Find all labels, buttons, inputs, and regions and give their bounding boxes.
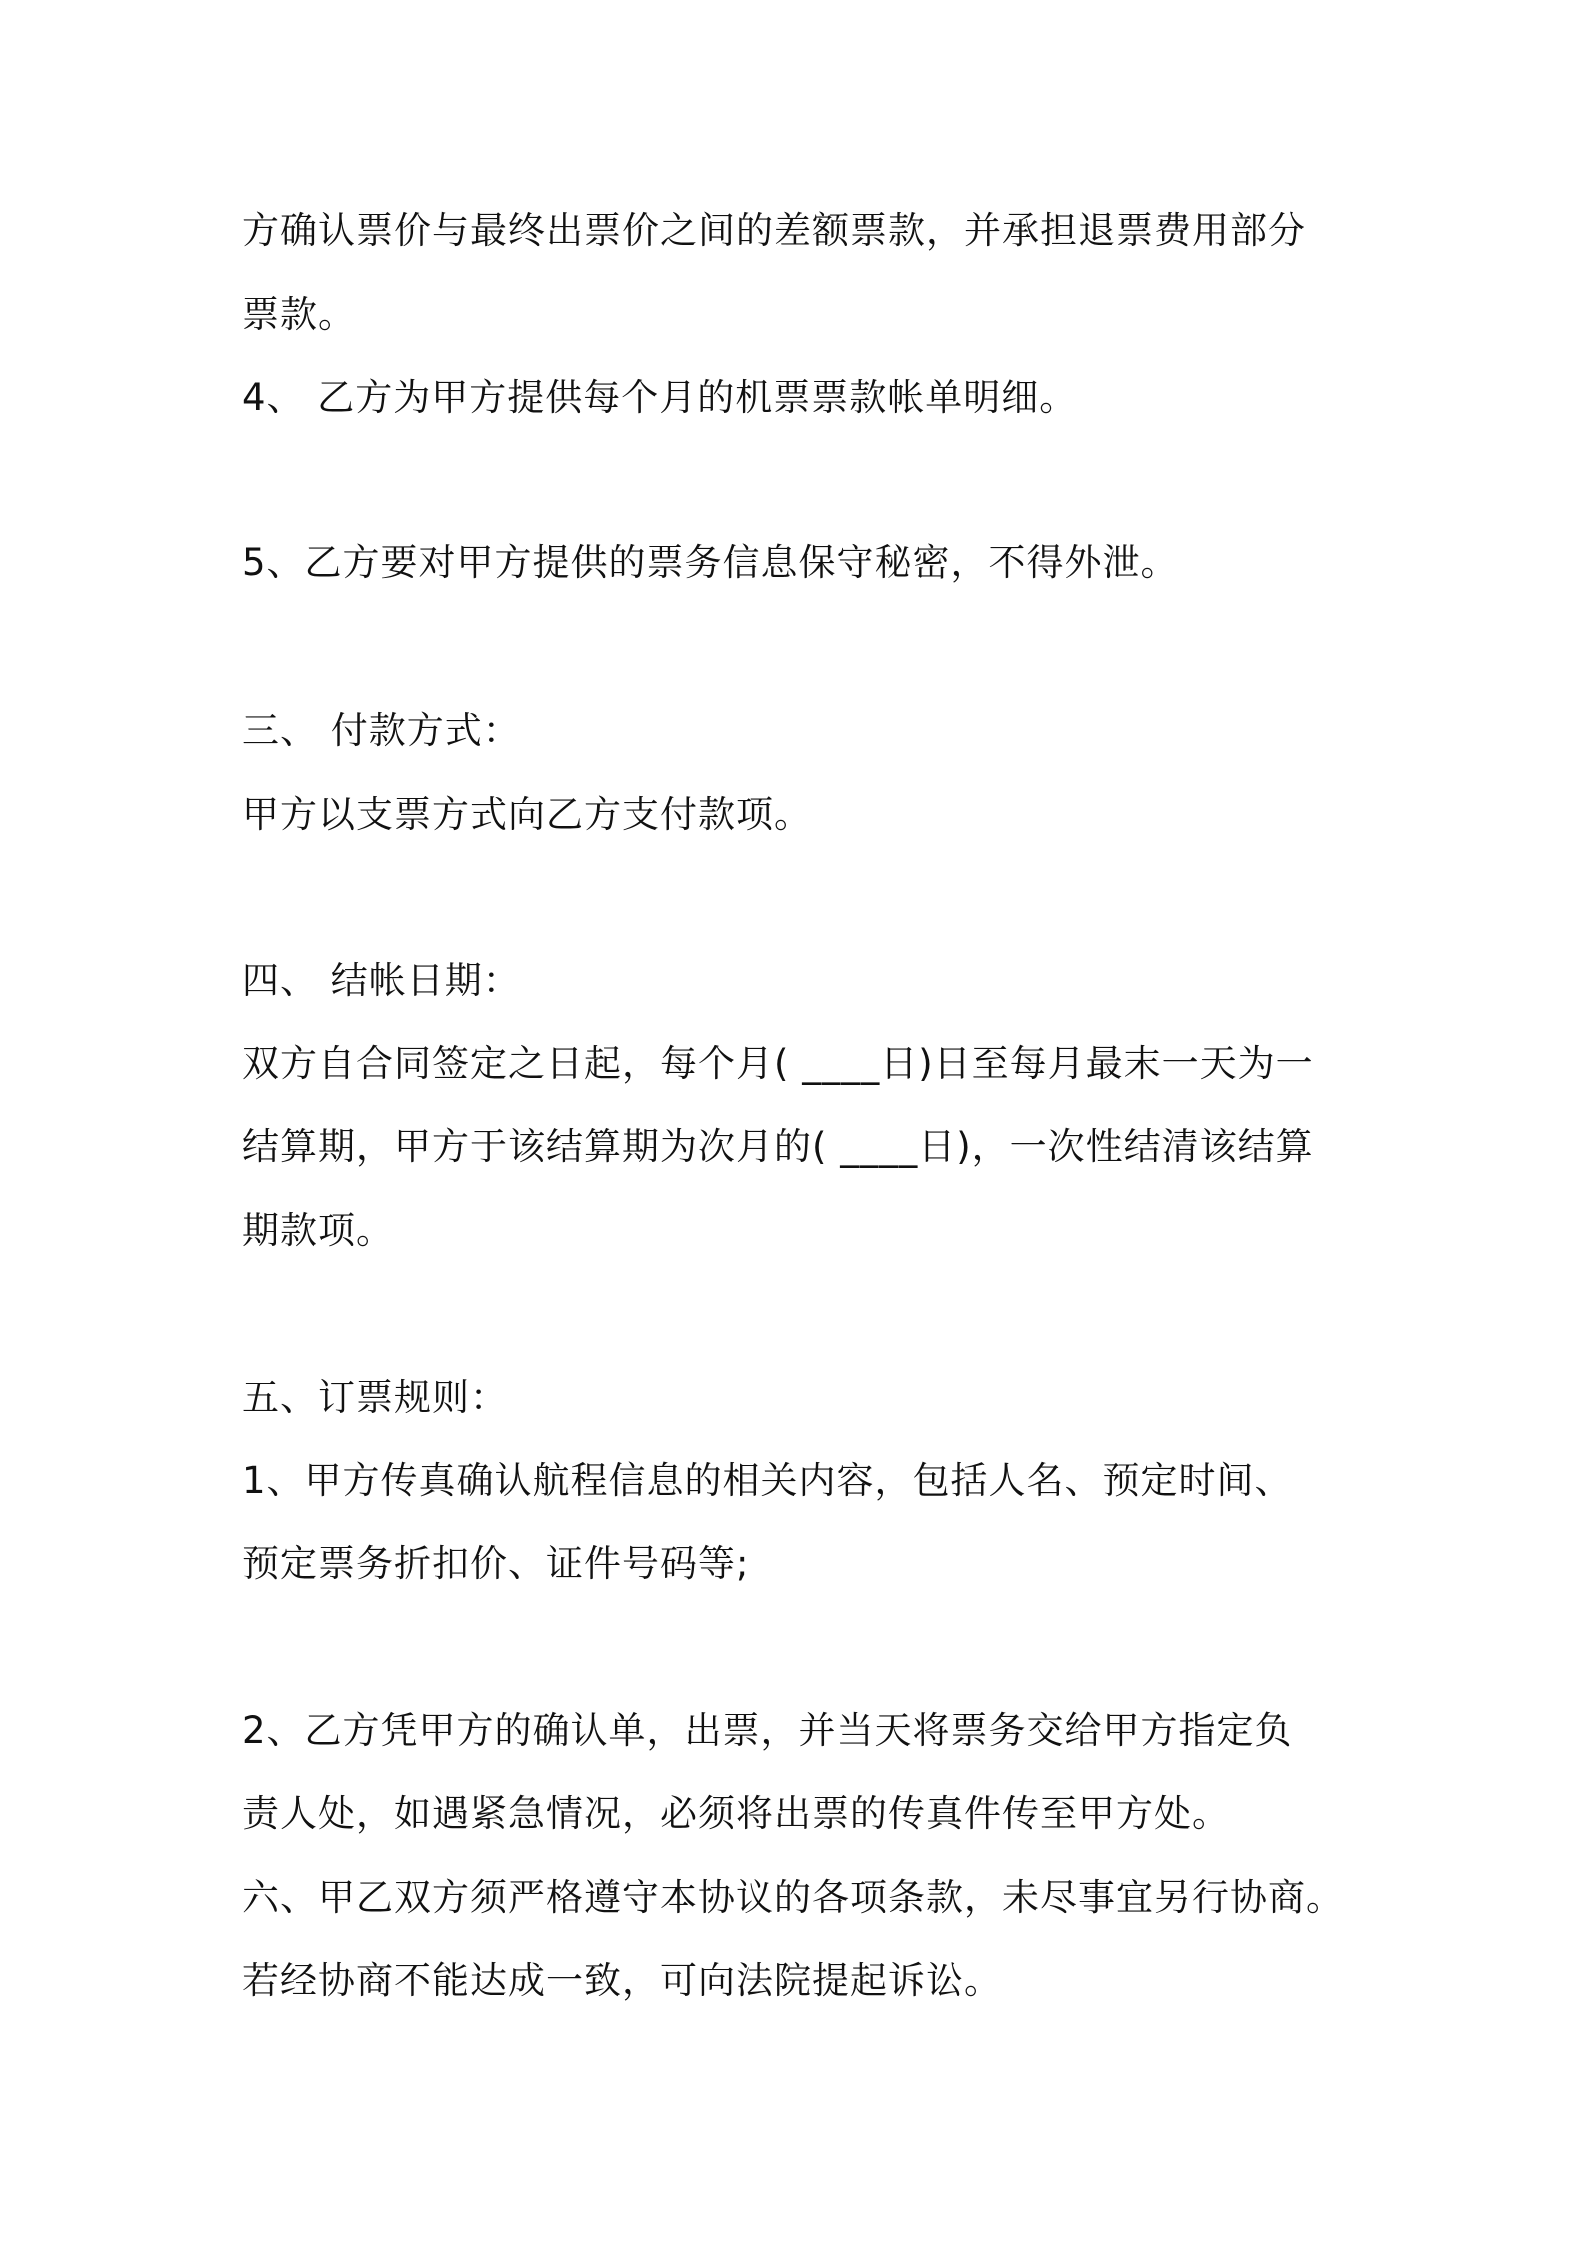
list-item-2: 2、乙方凭甲方的确认单，出票，并当天将票务交给甲方指定负	[242, 1709, 1293, 1752]
paragraph-line: 期款项。	[242, 1209, 394, 1252]
section-heading-settlement: 四、 结帐日期：	[242, 959, 521, 1002]
paragraph-line: 预定票务折扣价、证件号码等;	[242, 1542, 750, 1585]
section-heading-payment: 三、 付款方式：	[242, 709, 521, 752]
list-item-4: 4、 乙方为甲方提供每个月的机票票款帐单明细。	[242, 376, 1078, 419]
paragraph-line: 结算期，甲方于该结算期为次月的( ____日)，一次性结清该结算	[242, 1125, 1314, 1168]
paragraph-line: 责人处，如遇紧急情况，必须将出票的传真件传至甲方处。	[242, 1792, 1230, 1835]
section-heading-terms: 六、甲乙双方须严格遵守本协议的各项条款，未尽事宜另行协商。	[242, 1876, 1344, 1919]
paragraph-line: 双方自合同签定之日起，每个月( ____日)日至每月最末一天为一	[242, 1042, 1314, 1085]
paragraph-line: 方确认票价与最终出票价之间的差额票款，并承担退票费用部分	[242, 209, 1306, 252]
paragraph-line: 若经协商不能达成一致，可向法院提起诉讼。	[242, 1959, 1002, 2002]
list-item-1: 1、甲方传真确认航程信息的相关内容，包括人名、预定时间、	[242, 1459, 1293, 1502]
section-heading-booking: 五、订票规则：	[242, 1376, 508, 1419]
paragraph-line: 票款。	[242, 293, 356, 336]
list-item-5: 5、乙方要对甲方提供的票务信息保守秘密，不得外泄。	[242, 541, 1179, 584]
paragraph-line: 甲方以支票方式向乙方支付款项。	[242, 793, 812, 836]
